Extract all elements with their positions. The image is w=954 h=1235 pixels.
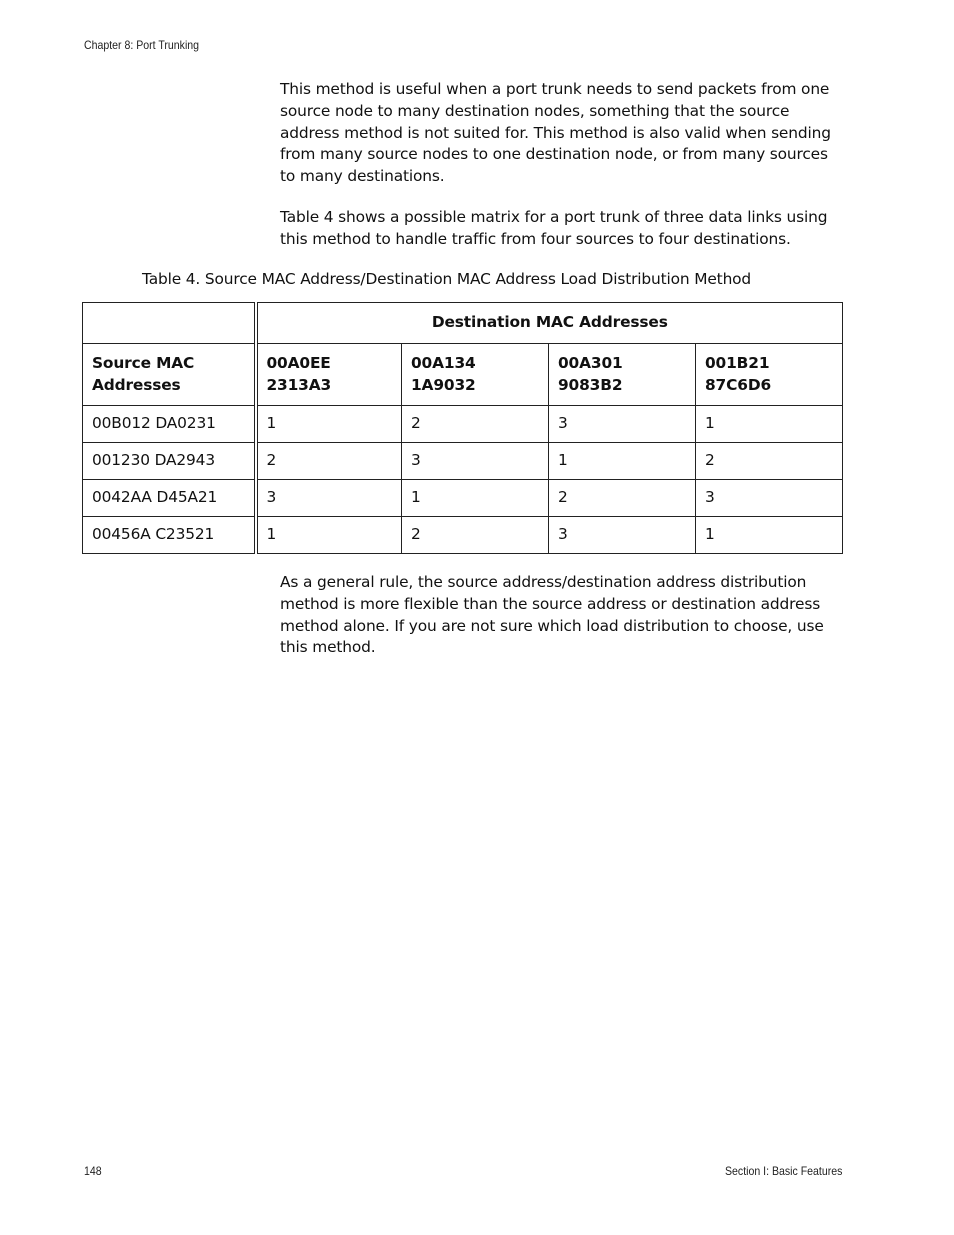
column-header-line-2: 87C6D6 [705, 375, 772, 394]
destination-column-header [256, 344, 402, 406]
source-address-cell: 00456A C23521 [83, 517, 256, 554]
table-empty-corner-cell [83, 303, 256, 344]
link-value-cell: 2 [256, 443, 402, 480]
destination-column-header [696, 344, 843, 406]
link-value-cell: 2 [696, 443, 843, 480]
column-header-line-1: 00A301 [558, 353, 623, 372]
column-header-line-1: 00A0EE [266, 353, 331, 372]
link-value-cell: 3 [696, 480, 843, 517]
table-row [83, 443, 843, 480]
column-header-line-1: 00A134 [411, 353, 476, 372]
destination-column-header [402, 344, 549, 406]
link-value-cell: 3 [256, 480, 402, 517]
section-footer: Section I: Basic Features [724, 1164, 842, 1178]
table-column-header-row [83, 344, 843, 406]
link-value-cell: 1 [696, 517, 843, 554]
table-group-header-row [83, 303, 843, 344]
page-number: 148 [84, 1164, 102, 1178]
running-header: Chapter 8: Port Trunking [84, 38, 200, 52]
column-header-line-2: 1A9032 [411, 375, 476, 394]
source-address-cell: 0042AA D45A21 [83, 480, 256, 517]
load-distribution-table [82, 302, 843, 554]
link-value-cell: 1 [256, 517, 402, 554]
paragraph-intro: This method is useful when a port trunk needs to send packets from one source node to many destination nodes, something that the source address method is not suited for. This method is also valid when sending from many source nodes to one destination node, or from many sources to many destinations. [280, 80, 831, 186]
destination-group-header: Destination MAC Addresses [256, 303, 843, 344]
paragraph-table-reference: Table 4 shows a possible matrix for a port trunk of three data links using this method to handle traffic from four sources to four destinations. [280, 208, 828, 248]
table-row [83, 406, 843, 443]
destination-column-header [549, 344, 696, 406]
table-row [83, 480, 843, 517]
link-value-cell: 1 [402, 480, 549, 517]
table-row [83, 517, 843, 554]
link-value-cell: 3 [549, 517, 696, 554]
source-header-line-1: Source MAC [92, 353, 195, 372]
column-header-line-2: 2313A3 [266, 375, 332, 394]
link-value-cell: 3 [549, 406, 696, 443]
link-value-cell: 2 [402, 406, 549, 443]
source-header-line-2: Addresses [92, 375, 181, 394]
link-value-cell: 3 [402, 443, 549, 480]
link-value-cell: 1 [549, 443, 696, 480]
paragraph-general-rule: As a general rule, the source address/destination address distribution method is more flexible than the source address or destination address method alone. If you are not sure which load distribution to choose, use this method. [280, 573, 824, 657]
table-caption: Table 4. Source MAC Address/Destination MAC Address Load Distribution Method [142, 270, 752, 288]
source-address-cell: 001230 DA2943 [83, 443, 256, 480]
link-value-cell: 1 [256, 406, 402, 443]
column-header-line-1: 001B21 [705, 353, 770, 372]
source-column-header [83, 344, 256, 406]
link-value-cell: 1 [696, 406, 843, 443]
link-value-cell: 2 [549, 480, 696, 517]
link-value-cell: 2 [402, 517, 549, 554]
column-header-line-2: 9083B2 [558, 375, 623, 394]
source-address-cell: 00B012 DA0231 [83, 406, 256, 443]
